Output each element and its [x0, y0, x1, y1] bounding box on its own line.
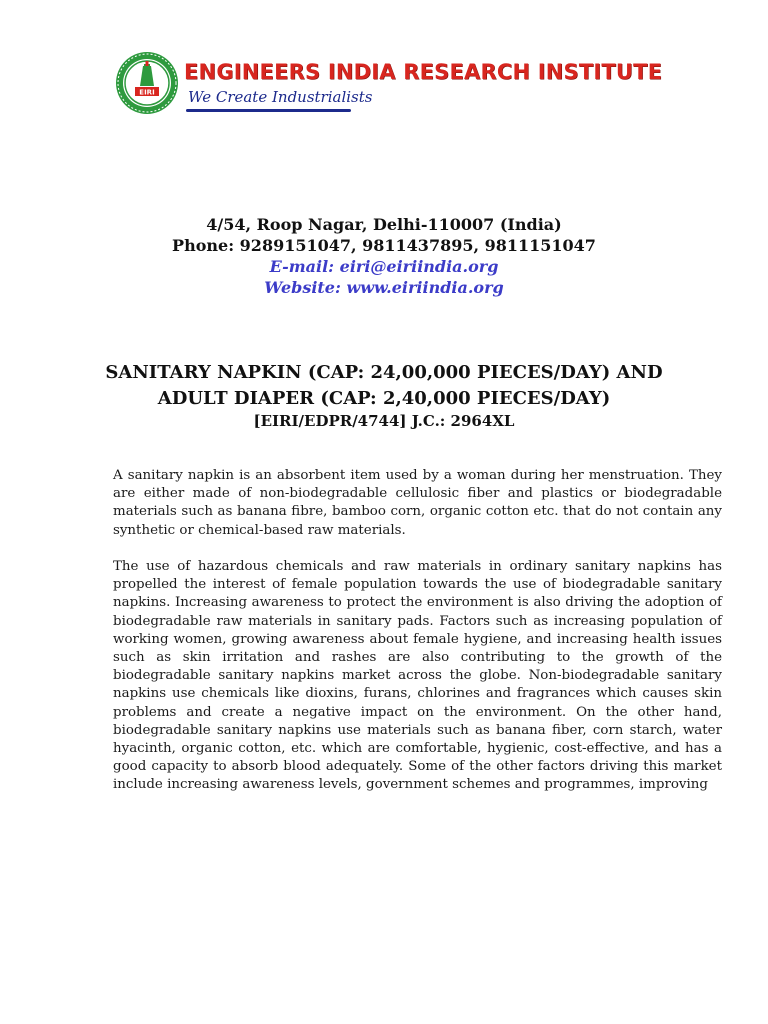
brand-name: ENGINEERS INDIA RESEARCH INSTITUTE: [184, 60, 663, 84]
paragraph-2: The use of hazardous chemicals and raw materials in ordinary sanitary napkins has propelled the interest of female population towards the use of biodegradable sanitary napkins. Increasing awareness to protect the environment is also driving the adoption of biodegradable raw materials in sanitary pads. Factors such as increasing population of working women, growing awareness about female hygiene, and increasing health issues such as skin irritation and rashes are also contributing to the growth of the biodegradable sanitary napkins market across the globe. Non-biodegradable sanitary napkins use chemicals like dioxins, furans, chlorines and fragrances which causes skin problems and create a negative impact on the environment. On the other hand, biodegradable sanitary napkins use materials such as banana fiber, corn starch, water hyacinth, organic cotton, etc. which are comfortable, hygienic, cost-effective, and has a good capacity to absorb blood adequately. Some of the other factors driving this market include increasing awareness levels, government schemes and programmes, improving: [113, 559, 722, 793]
document-title: [0, 360, 768, 412]
title-line-1: SANITARY NAPKIN (CAP: 24,00,000 PIECES/DAY) AND: [105, 362, 663, 383]
address-line: 4/54, Roop Nagar, Delhi-110007 (India): [206, 215, 562, 234]
phone-line: Phone: 9289151047, 9811437895, 9811151047: [172, 236, 596, 255]
email-link[interactable]: E-mail: eiri@eiriindia.org: [269, 257, 499, 276]
document-code: [EIRI/EDPR/4744] J.C.: 2964XL: [253, 412, 515, 430]
seal-text: EIRI: [139, 88, 155, 97]
website-link[interactable]: Website: www.eiriindia.org: [264, 278, 504, 297]
title-line-2: ADULT DIAPER (CAP: 2,40,000 PIECES/DAY): [157, 388, 611, 409]
eiri-seal-logo: [114, 50, 180, 116]
tagline-underline: [186, 109, 351, 112]
contact-block: [0, 214, 768, 298]
paragraph-1: A sanitary napkin is an absorbent item used by a woman during her menstruation. They are either made of non-biodegradable cellulosic fiber and plastics or biodegradable materials such as banana fibre, bamboo corn, organic cotton etc. that do not contain any synthetic or chemical-based raw materials.: [113, 468, 722, 538]
brand-tagline: We Create Industrialists: [188, 88, 373, 106]
header-logo-block: [114, 50, 663, 120]
